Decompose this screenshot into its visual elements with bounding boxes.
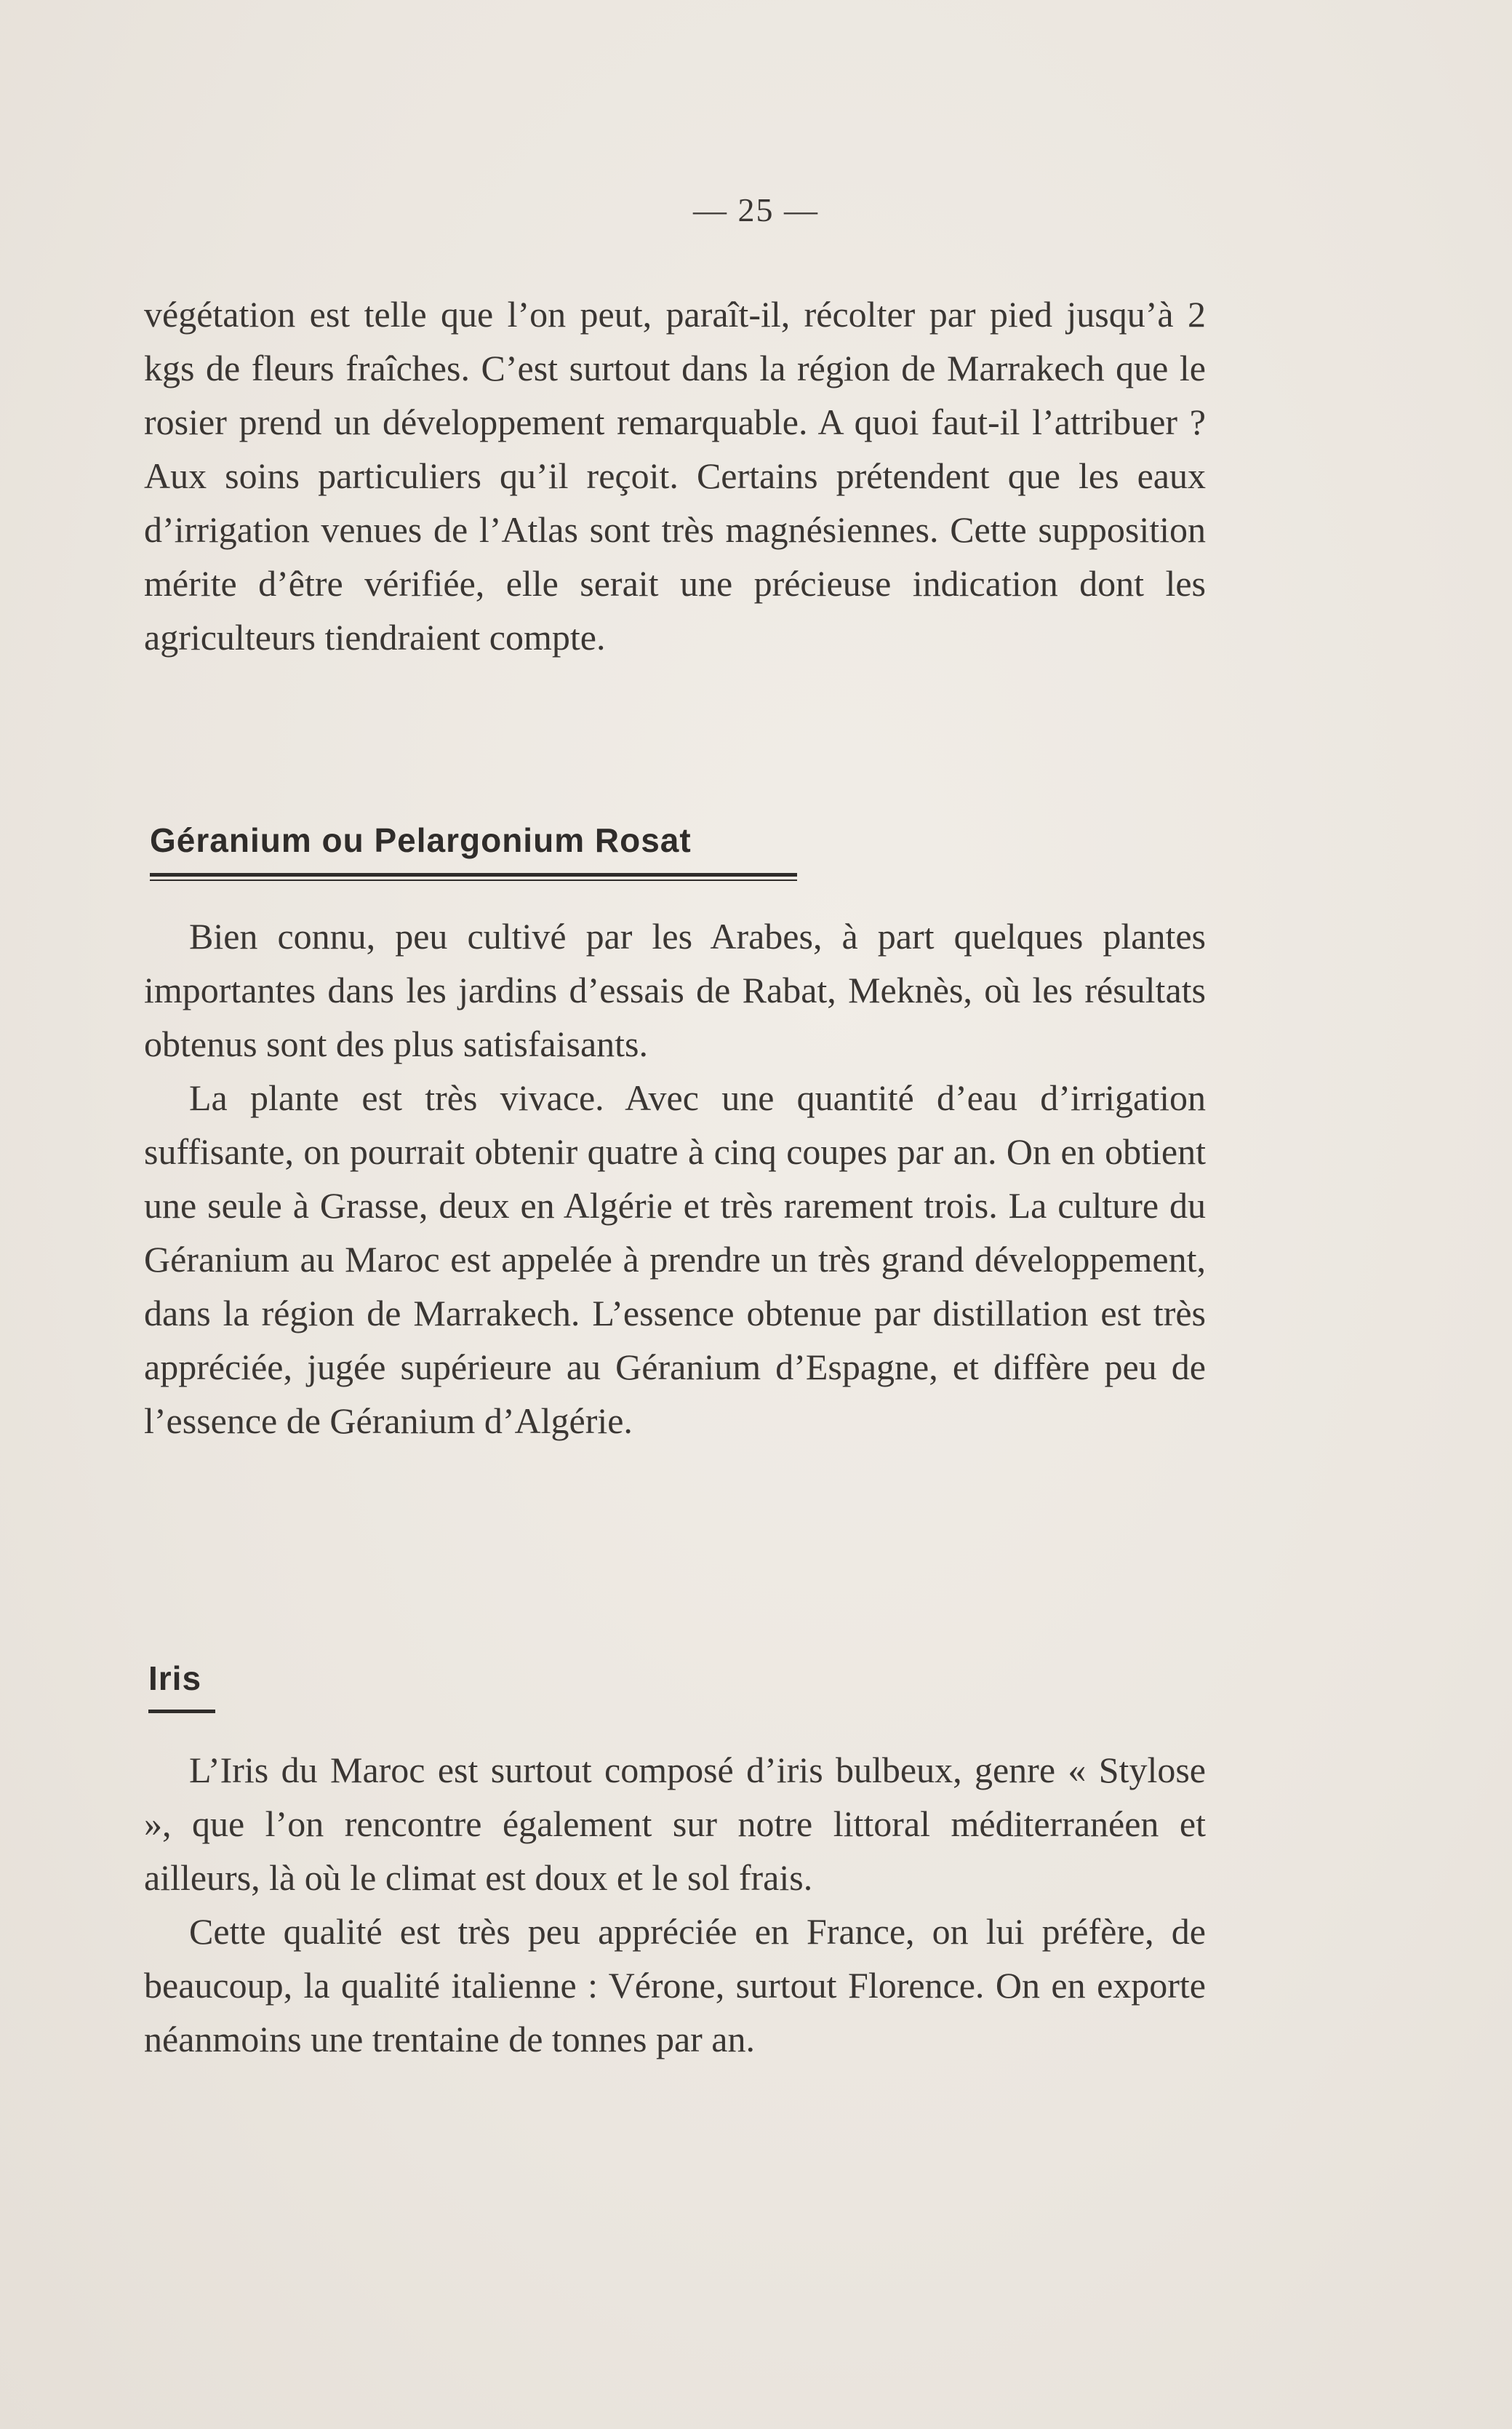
- section-heading-iris: Iris: [148, 1659, 202, 1697]
- paragraph: Cette qualité est très peu appréciée en France, on lui préfère, de beaucoup, la qualité italienne : Vérone, surtout Florence. On en exporte néanmoins une trentaine de tonnes par an.: [144, 1911, 1206, 2059]
- geranium-section-text: [144, 909, 1206, 1448]
- paragraph: Bien connu, peu cultivé par les Arabes, à part quelques plantes importantes dans les jardins d’essais de Rabat, Meknès, où les résultats obtenus sont des plus satisfaisants.: [144, 916, 1206, 1064]
- heading-underline: [148, 1710, 215, 1713]
- page-number: — 25 —: [693, 191, 819, 228]
- continuation-text: [144, 287, 1206, 664]
- heading-underline: [150, 873, 797, 877]
- paragraph: végétation est telle que l’on peut, paraît-il, récolter par pied jusqu’à 2 kgs de fleurs fraîches. C’est surtout dans la région de Marrakech que le rosier prend un développement remarquable. A quoi faut-il l’attribuer ? Aux soins particuliers qu’il reçoit. Certains prétendent que les eaux d’irrigation venues de l’Atlas sont très magnésiennes. Cette supposition mérite d’être vérifiée, elle serait une précieuse indication dont les agriculteurs tiendraient compte.: [144, 294, 1206, 658]
- section-heading-geranium: Géranium ou Pelargonium Rosat: [150, 821, 692, 859]
- heading-underline-thin: [150, 880, 797, 881]
- paragraph: L’Iris du Maroc est surtout composé d’iris bulbeux, genre « Stylose », que l’on rencontre également sur notre littoral méditerranéen et ailleurs, là où le climat est doux et le sol frais.: [144, 1750, 1206, 1898]
- paragraph: La plante est très vivace. Avec une quantité d’eau d’irrigation suffisante, on pourrait obtenir quatre à cinq coupes par an. On en obtient une seule à Grasse, deux en Algérie et très rarement trois. La culture du Géranium au Maroc est appelée à prendre un très grand développement, dans la région de Marrakech. L’essence obtenue par distillation est très appréciée, jugée supérieure au Géranium d’Espagne, et diffère peu de l’essence de Géranium d’Algérie.: [144, 1077, 1206, 1441]
- iris-section-text: [144, 1743, 1206, 2066]
